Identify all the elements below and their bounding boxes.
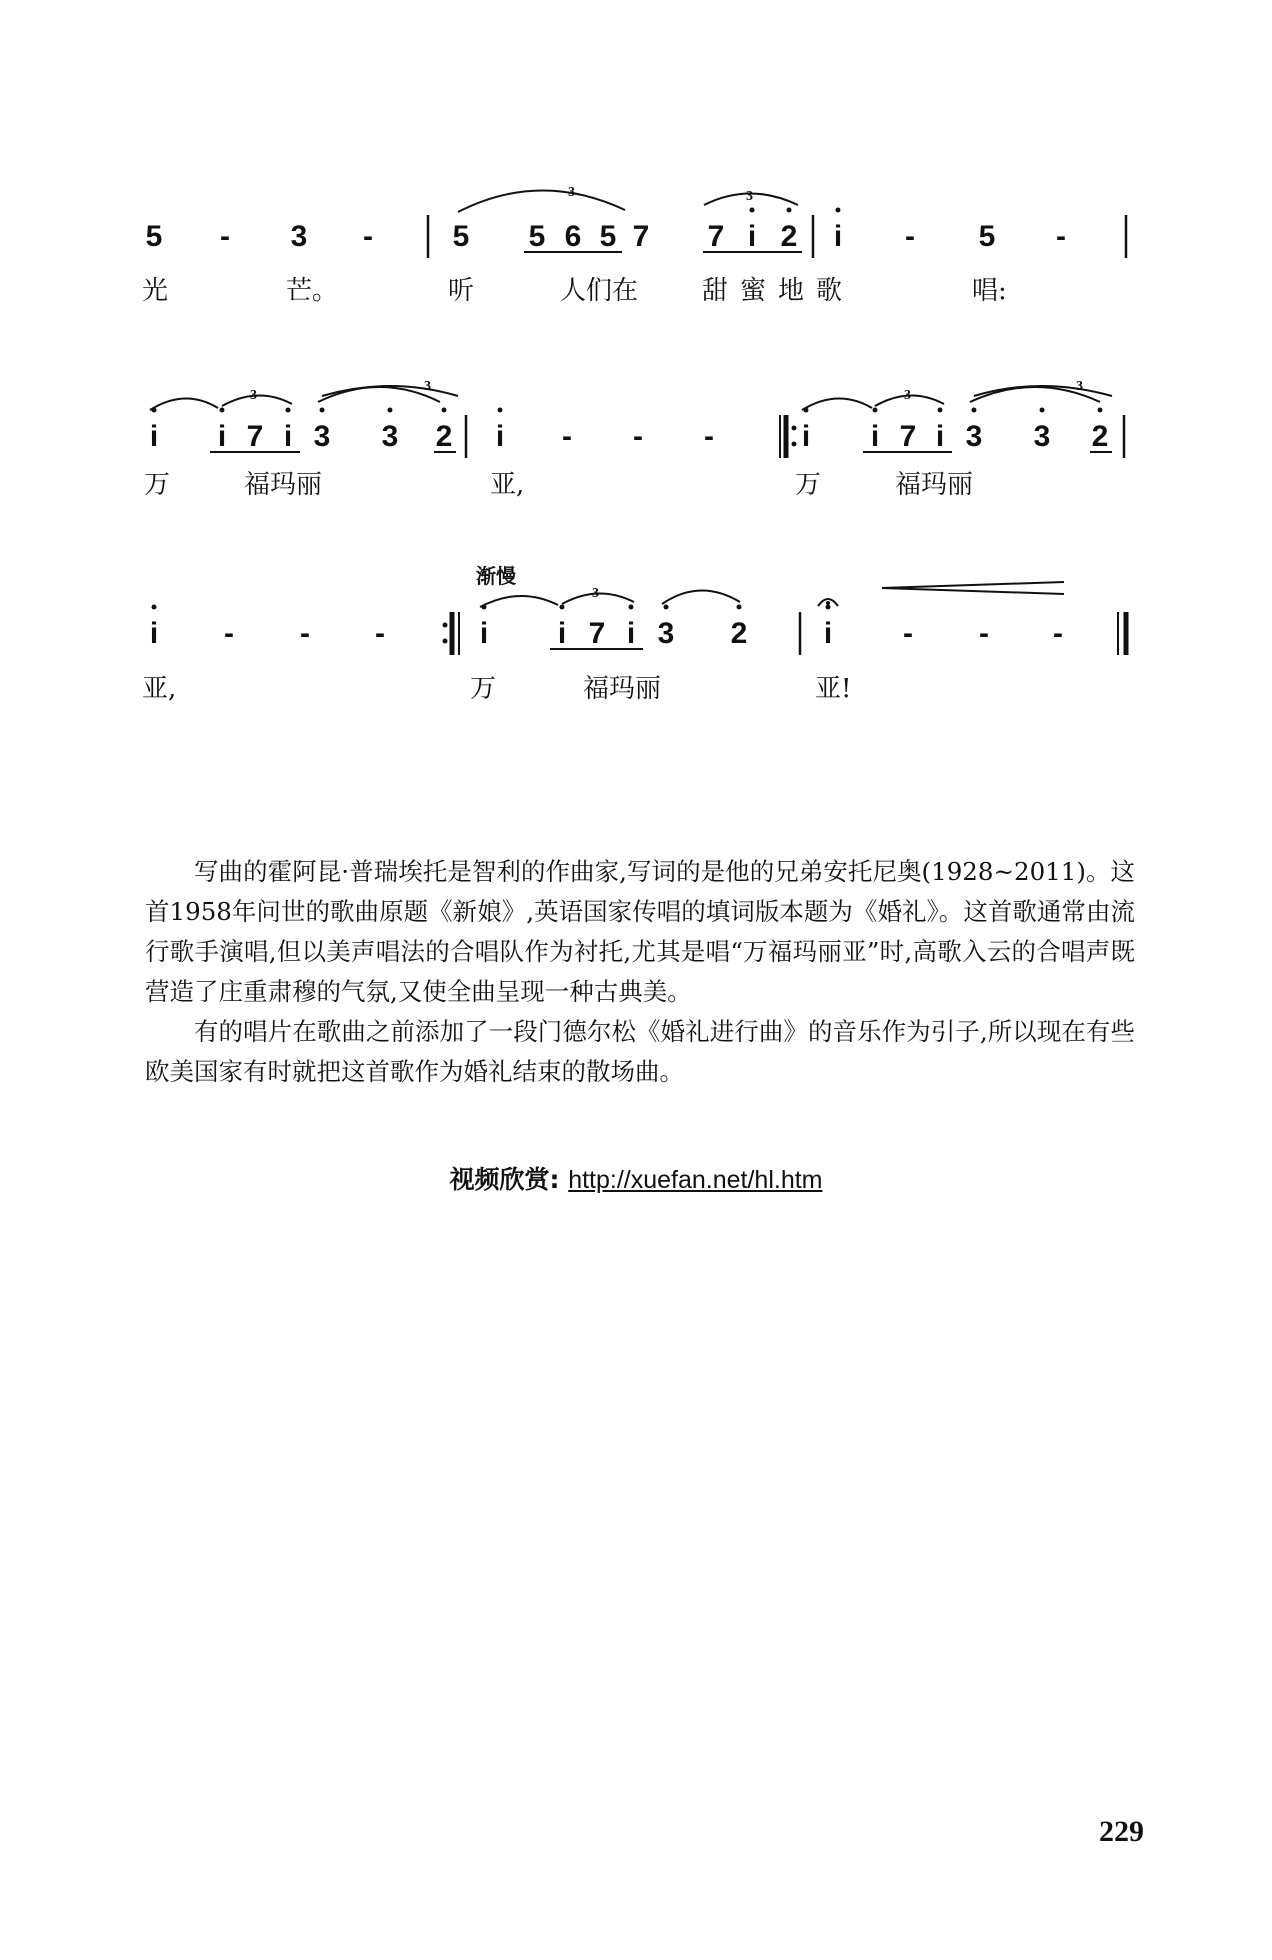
note: - xyxy=(704,420,714,453)
note: - xyxy=(363,220,373,253)
triplet-mark: 3 xyxy=(424,379,431,394)
note: 3 xyxy=(657,617,675,650)
lyric: 听 xyxy=(448,276,475,306)
octave-dot xyxy=(750,208,755,213)
note: - xyxy=(979,617,989,650)
note: 7 xyxy=(588,617,606,650)
octave-dot xyxy=(737,605,742,610)
note: - xyxy=(905,220,915,253)
note: 6 xyxy=(564,220,582,253)
music-score xyxy=(0,0,1272,760)
repeat-dot xyxy=(792,426,797,431)
note: i xyxy=(870,420,880,453)
triplet-mark: 3 xyxy=(1076,379,1083,394)
note: - xyxy=(903,617,913,650)
commentary xyxy=(145,852,1135,1092)
triplet-mark: 3 xyxy=(568,185,575,200)
note: 3 xyxy=(313,420,331,453)
note: i xyxy=(495,420,505,453)
octave-dot xyxy=(286,408,291,413)
note: - xyxy=(375,617,385,650)
octave-dot xyxy=(498,408,503,413)
fermata-dot xyxy=(826,601,830,605)
note: - xyxy=(1053,617,1063,650)
octave-dot xyxy=(320,408,325,413)
note: 3 xyxy=(381,420,399,453)
octave-dot xyxy=(836,208,841,213)
paragraph: 有的唱片在歌曲之前添加了一段门德尔松《婚礼进行曲》的音乐作为引子,所以现在有些欧美国家有时就把这首歌作为婚礼结束的散场曲。 xyxy=(145,1017,1135,1086)
note: i xyxy=(217,420,227,453)
lyric: 人们在 xyxy=(560,276,639,306)
repeat-dot xyxy=(443,639,448,644)
octave-dot xyxy=(873,408,878,413)
slur xyxy=(662,590,740,604)
slur xyxy=(458,190,625,212)
note: i xyxy=(479,617,489,650)
video-label: 视频欣赏: xyxy=(449,1165,560,1194)
note: - xyxy=(300,617,310,650)
note: 7 xyxy=(246,420,264,453)
note: 2 xyxy=(435,420,453,453)
slur xyxy=(480,596,558,607)
lyric: 唱: xyxy=(972,276,1007,306)
lyric: 万 xyxy=(144,470,171,500)
repeat-dot xyxy=(792,442,797,447)
note: 5 xyxy=(452,220,470,253)
octave-dot xyxy=(826,605,831,610)
note: 5 xyxy=(599,220,617,253)
decrescendo xyxy=(882,588,1064,594)
triplet-mark: 3 xyxy=(904,388,911,403)
note: - xyxy=(1056,220,1066,253)
octave-dot xyxy=(664,605,669,610)
decrescendo xyxy=(882,582,1064,588)
repeat-dot xyxy=(443,623,448,628)
octave-dot xyxy=(938,408,943,413)
video-url-link[interactable]: http://xuefan.net/hl.htm xyxy=(568,1166,823,1194)
note: i xyxy=(149,420,159,453)
note: 7 xyxy=(899,420,917,453)
score-notation-marks xyxy=(0,0,1272,760)
note: i xyxy=(833,220,843,253)
note: 7 xyxy=(707,220,725,253)
note: i xyxy=(283,420,293,453)
lyric: 亚! xyxy=(815,674,852,704)
octave-dot xyxy=(152,605,157,610)
slur xyxy=(318,387,440,402)
lyric: 亚, xyxy=(490,470,525,500)
note: i xyxy=(823,617,833,650)
note: 3 xyxy=(290,220,308,253)
page-number: 229 xyxy=(1099,1815,1144,1848)
triplet-mark: 3 xyxy=(746,189,753,204)
lyric: 万 xyxy=(795,470,822,500)
note: 5 xyxy=(145,220,163,253)
note: - xyxy=(224,617,234,650)
slur xyxy=(802,398,872,410)
note: 2 xyxy=(780,220,798,253)
lyric: 光 xyxy=(142,276,169,306)
slur xyxy=(222,395,292,406)
octave-dot xyxy=(629,605,634,610)
note: i xyxy=(149,617,159,650)
octave-dot xyxy=(787,208,792,213)
paragraph: 写曲的霍阿昆·普瑞埃托是智利的作曲家,写词的是他的兄弟安托尼奥(1928~2011)。这首1958年问世的歌曲原题《新娘》,英语国家传唱的填词版本题为《婚礼》。这首歌通常由流行歌手演唱,但以美声唱法的合唱队作为衬托,尤其是唱“万福玛丽亚”时,高歌入云的合唱声既营造了庄重肃穆的气氛,又使全曲呈现一种古典美。 xyxy=(145,857,1135,1006)
octave-dot xyxy=(1040,408,1045,413)
note: i xyxy=(557,617,567,650)
octave-dot xyxy=(1098,408,1103,413)
lyric: 福玛丽 xyxy=(244,470,323,500)
note: - xyxy=(562,420,572,453)
octave-dot xyxy=(972,408,977,413)
note: i xyxy=(801,420,811,453)
slur xyxy=(150,398,218,410)
octave-dot xyxy=(220,408,225,413)
lyric: 福玛丽 xyxy=(583,674,662,704)
note: - xyxy=(633,420,643,453)
note: 2 xyxy=(1091,420,1109,453)
note: i xyxy=(935,420,945,453)
note: 7 xyxy=(632,220,650,253)
octave-dot xyxy=(442,408,447,413)
note: 3 xyxy=(965,420,983,453)
octave-dot xyxy=(560,605,565,610)
tempo-marking: 渐慢 xyxy=(476,564,516,588)
note: i xyxy=(626,617,636,650)
octave-dot xyxy=(388,408,393,413)
lyric: 芒。 xyxy=(286,276,339,306)
triplet-mark: 3 xyxy=(592,586,599,601)
note: 5 xyxy=(528,220,546,253)
note: i xyxy=(747,220,757,253)
note: - xyxy=(220,220,230,253)
triplet-mark: 3 xyxy=(250,388,257,403)
note: 2 xyxy=(730,617,748,650)
lyric: 甜蜜地歌 xyxy=(702,276,855,306)
note: 5 xyxy=(978,220,996,253)
lyric: 亚, xyxy=(142,674,177,704)
note: 3 xyxy=(1033,420,1051,453)
lyric: 福玛丽 xyxy=(895,470,974,500)
video-link-line xyxy=(0,1160,1272,1196)
lyric: 万 xyxy=(470,674,497,704)
